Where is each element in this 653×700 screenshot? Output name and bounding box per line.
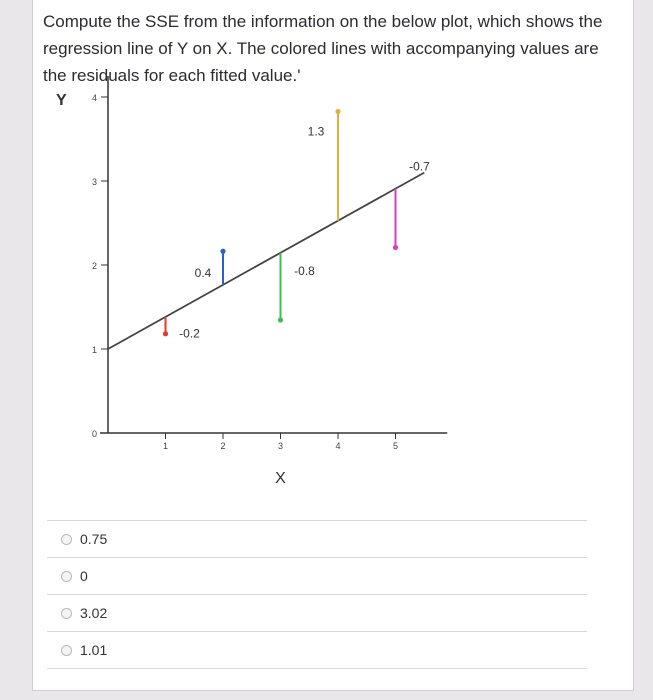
y-tick-label: 2: [91, 261, 97, 271]
question-card: [32, 0, 634, 691]
residual-label: -0.2: [179, 326, 200, 341]
residual-label: -0.8: [294, 263, 315, 278]
y-axis-label: Y: [56, 92, 67, 109]
data-point: [393, 245, 398, 250]
regression-plot: [33, 92, 633, 500]
radio-button[interactable]: [61, 534, 72, 545]
choice-option-3[interactable]: [33, 595, 633, 631]
choice-label: 0.75: [80, 531, 108, 547]
y-tick-label: 4: [91, 93, 97, 103]
choice-option-2[interactable]: [33, 558, 633, 594]
answer-choices: [33, 520, 633, 669]
axes: [92, 76, 447, 451]
data-point: [278, 317, 283, 322]
choice-label: 3.02: [80, 605, 108, 621]
residual-label: -0.7: [409, 159, 430, 174]
residual-label: 0.4: [194, 265, 212, 280]
regression-line-layer: [108, 173, 424, 349]
data-point: [163, 331, 168, 336]
regression-line: [108, 173, 424, 349]
x-tick-label: 5: [392, 441, 399, 451]
residual-label: 1.3: [307, 124, 325, 139]
data-point: [335, 109, 340, 114]
radio-button[interactable]: [61, 608, 72, 619]
x-tick-label: 4: [335, 441, 341, 451]
data-point: [220, 249, 225, 254]
x-axis-label: X: [275, 470, 286, 487]
divider: [47, 668, 587, 669]
y-tick-label: 3: [91, 177, 97, 187]
choice-label: 0: [80, 568, 88, 584]
x-tick-label: 3: [277, 441, 284, 451]
y-tick-label: 1: [91, 345, 97, 355]
radio-button[interactable]: [61, 645, 72, 656]
choice-option-1[interactable]: [33, 521, 633, 557]
question-text: Compute the SSE from the information on the below plot, which shows the regression line of Y on X. The colored lines with accompanying values are the residuals for each fitted value.': [43, 12, 603, 85]
choice-option-4[interactable]: [33, 632, 633, 668]
x-tick-label: 1: [162, 441, 169, 451]
y-tick-label: 0: [91, 429, 97, 439]
choice-label: 1.01: [80, 642, 108, 658]
radio-button[interactable]: [61, 571, 72, 582]
x-tick-label: 2: [220, 441, 226, 451]
residuals-layer: [163, 109, 430, 341]
